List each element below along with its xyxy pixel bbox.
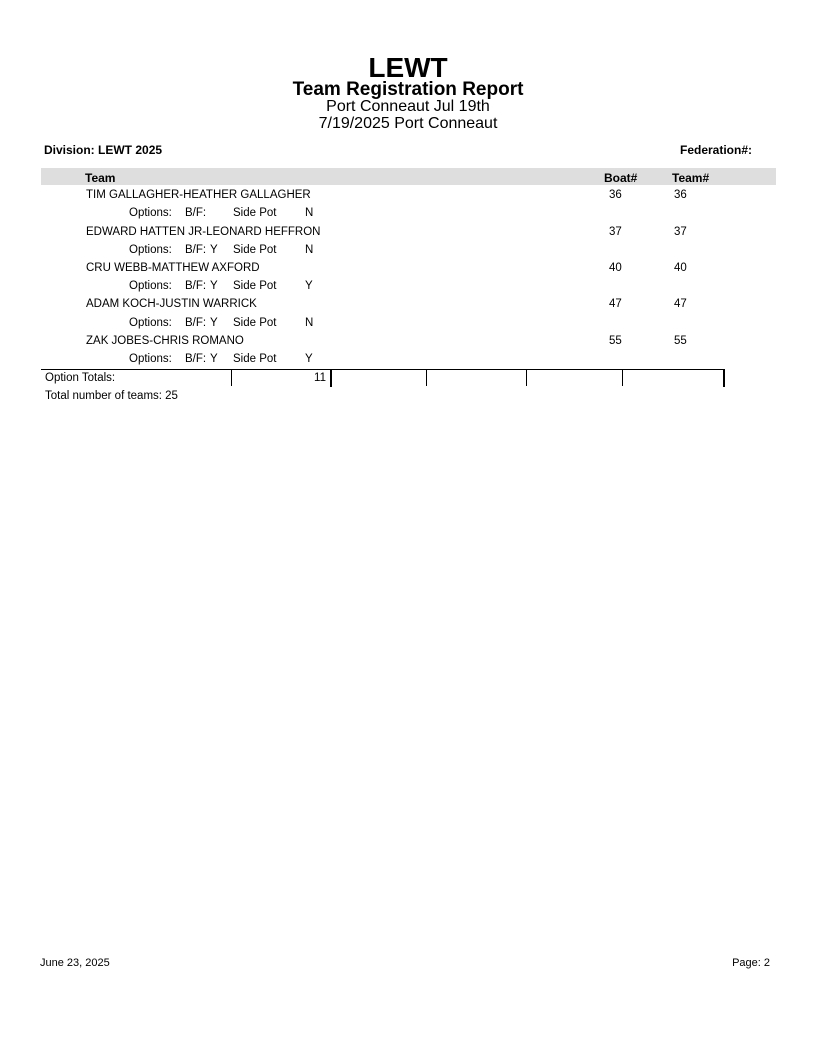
team-name: EDWARD HATTEN JR-LEONARD HEFFRON [86,226,321,238]
boat-number: 40 [609,262,622,274]
division-info [44,143,162,157]
bf-label: B/F: [185,353,207,365]
total-teams: Total number of teams: 25 [45,390,178,402]
team-name: ZAK JOBES-CHRIS ROMANO [86,335,244,347]
bf-value: Y [210,280,218,292]
totals-divider [330,370,332,387]
boat-number: 55 [609,335,622,347]
boat-number: 47 [609,298,622,310]
bf-value: Y [210,244,218,256]
federation-label: Federation#: [680,143,753,157]
options-label: Options: [129,244,172,256]
team-number: 40 [674,262,687,274]
bf-value: Y [210,317,218,329]
division-label: Division: [44,143,95,157]
team-number: 37 [674,226,687,238]
column-boat: Boat# [604,171,638,185]
column-team-number: Team# [672,171,710,185]
side-pot-value: N [305,244,314,256]
totals-divider [526,370,527,386]
event-date-location: 7/19/2025 Port Conneaut [318,115,498,132]
footer-page-number: Page: 2 [732,957,770,969]
option-totals-value: 11 [314,372,326,384]
options-label: Options: [129,353,172,365]
team-number: 47 [674,298,687,310]
options-label: Options: [129,317,172,329]
team-number: 36 [674,189,687,201]
boat-number: 36 [609,189,622,201]
totals-divider [231,370,232,386]
column-team: Team [85,171,116,185]
totals-divider [723,370,725,387]
bf-label: B/F: [185,244,207,256]
option-totals-label: Option Totals: [45,372,116,384]
side-pot-value: N [305,317,314,329]
side-pot-label: Side Pot [233,244,277,256]
boat-number: 37 [609,226,622,238]
side-pot-label: Side Pot [233,207,277,219]
bf-label: B/F: [185,317,207,329]
side-pot-value: Y [305,280,313,292]
side-pot-value: Y [305,353,313,365]
options-label: Options: [129,280,172,292]
team-name: ADAM KOCH-JUSTIN WARRICK [86,298,257,310]
team-name: CRU WEBB-MATTHEW AXFORD [86,262,260,274]
division-value: LEWT 2025 [98,143,163,157]
bf-value: Y [210,353,218,365]
report-title: Team Registration Report [292,79,524,100]
side-pot-label: Side Pot [233,317,277,329]
totals-divider [426,370,427,386]
side-pot-label: Side Pot [233,353,277,365]
totals-divider [622,370,623,386]
footer-date: June 23, 2025 [40,957,110,969]
bf-label: B/F: [185,207,207,219]
options-label: Options: [129,207,172,219]
event-subtitle: Port Conneaut Jul 19th [326,98,490,115]
bf-label: B/F: [185,280,207,292]
side-pot-value: N [305,207,314,219]
team-name: TIM GALLAGHER-HEATHER GALLAGHER [86,189,311,201]
side-pot-label: Side Pot [233,280,277,292]
team-number: 55 [674,335,687,347]
column-header-bar [41,168,776,185]
organization-title: LEWT [368,52,448,83]
